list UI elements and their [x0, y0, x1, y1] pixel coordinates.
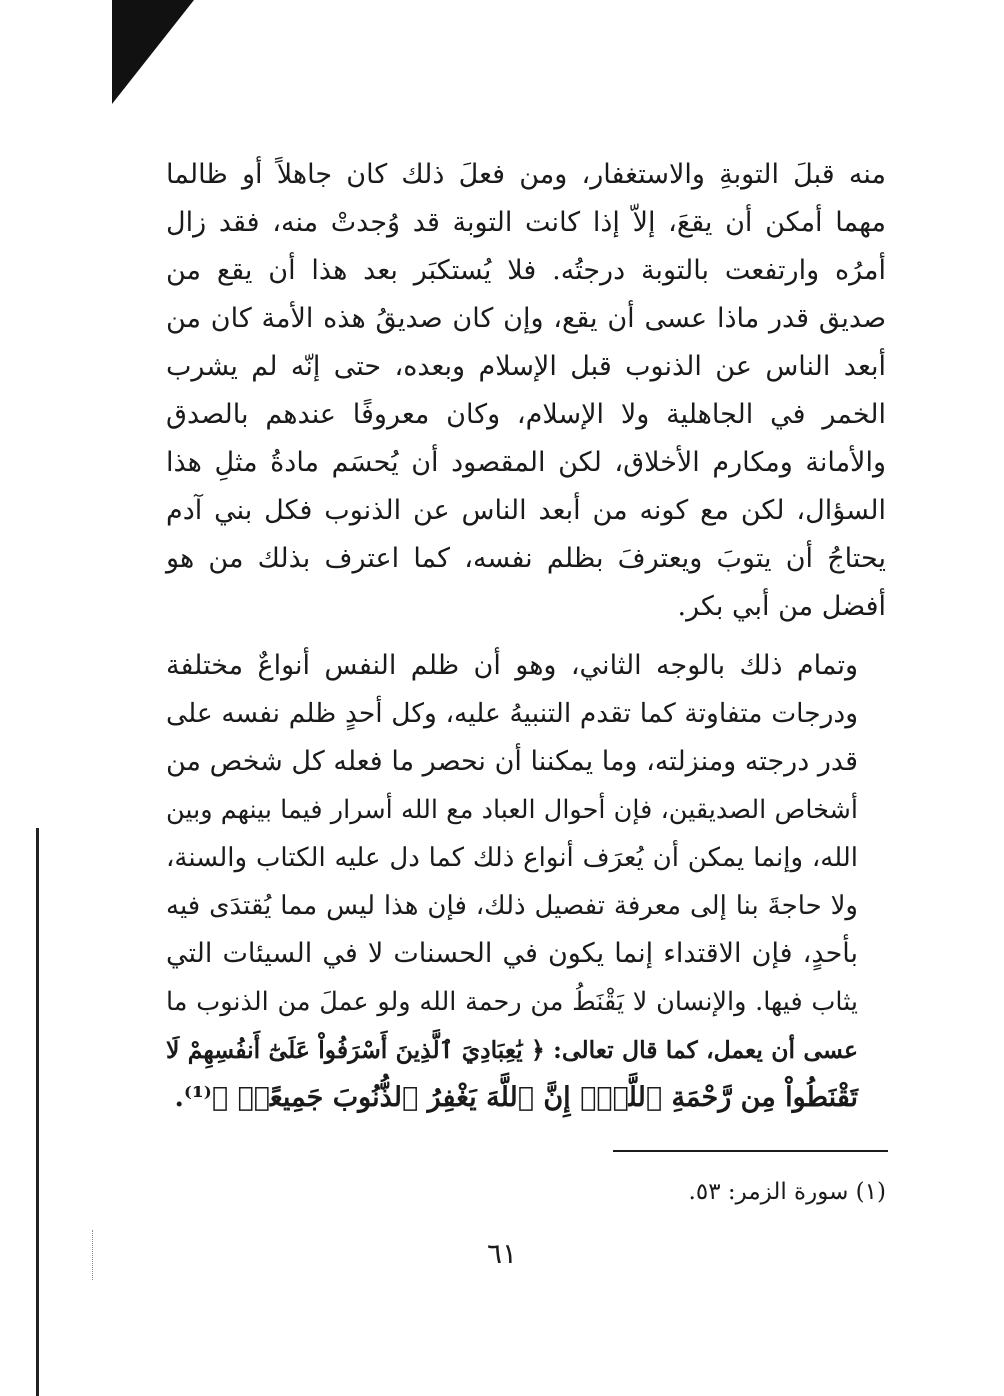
paragraph-2-line: يثاب فيها. والإنسان لا يَقْنَطُ من رحمة الله ولو عملَ من الذنوب ما [166, 987, 858, 1017]
paragraph-2-line: قدر درجته ومنزلته، وما يمكننا أن نحصر ما فعله كل شخص من [166, 746, 858, 777]
paragraph-1-line: السؤال، لكن مع كونه من أبعد الناس عن الذنوب فكل بني آدم [166, 495, 886, 526]
paragraph-1-line: أبعد الناس عن الذنوب قبل الإسلام وبعده، حتى إنّه لم يشرب [166, 351, 886, 382]
paragraph-1-line: يحتاجُ أن يتوبَ ويعترفَ بظلم نفسه، كما اعترف بذلك من هو [166, 543, 886, 574]
paragraph-2-line: الله، وإنما يمكن أن يُعرَف أنواع ذلك كما دل عليه الكتاب والسنة، [166, 843, 858, 873]
paragraph-1-line: منه قبلَ التوبةِ والاستغفار، ومن فعلَ ذلك كان جاهلاً أو ظالما [166, 159, 886, 190]
footnote-separator [613, 1150, 888, 1152]
quran-verse-line: تَقْنَطُواْ مِن رَّحْمَةِ ٱللَّهِۚ إِنَّ ٱللَّهَ يَغْفِرُ ٱلذُّنُوبَ جَمِيعًاۚ ﴾⁽¹⁾. [174, 1082, 858, 1113]
footnote: (١) سورة الزمر: ٥٣. [688, 1179, 886, 1205]
scan-edge-line [36, 828, 39, 1396]
scan-corner-mark [0, 0, 200, 114]
paragraph-2-line: أشخاص الصديقين، فإن أحوال العباد مع الله أسرار فيما بينهم وبين [166, 795, 858, 825]
paragraph-2-line: وتمام ذلك بالوجه الثاني، وهو أن ظلم النفس أنواعٌ مختلفة [166, 650, 858, 681]
quran-verse-line: عسى أن يعمل، كما قال تعالى: ﴿ يَٰعِبَادِيَ ٱلَّذِينَ أَسْرَفُواْ عَلَىٰٓ أَنفُسِهِمْ لَا [166, 1036, 858, 1064]
paragraph-1-line: الخمر في الجاهلية ولا الإسلام، وكان معروفًا عندهم بالصدق [166, 399, 886, 430]
paragraph-2-line: بأحدٍ، فإن الاقتداء إنما يكون في الحسنات لا في السيئات التي [166, 938, 858, 969]
paragraph-1 [166, 151, 886, 631]
page-number: ٦١ [486, 1237, 518, 1270]
paragraph-2-line: ودرجات متفاوتة كما تقدم التنبيهُ عليه، وكل أحدٍ ظلم نفسه على [166, 698, 858, 729]
paragraph-1-line: أفضل من أبي بكر. [677, 591, 886, 622]
paragraph-2-line: ولا حاجةَ بنا إلى معرفة تفصيل ذلك، فإن هذا ليس مما يُقتدَى فيه [166, 891, 858, 921]
paragraph-1-line: والأمانة ومكارم الأخلاق، لكن المقصود أن يُحسَم مادةُ مثلِ هذا [166, 447, 886, 478]
paragraph-1-line: صديق قدر ماذا عسى أن يقع، وإن كان صديقُ هذه الأمة كان من [166, 303, 886, 334]
paragraph-1-line: مهما أمكن أن يقعَ، إلاّ إذا كانت التوبة قد وُجدتْ منه، فقد زال [166, 207, 886, 238]
paragraph-1-line: أمرُه وارتفعت بالتوبة درجتُه. فلا يُستكبَر بعد هذا أن يقع من [166, 255, 886, 286]
paragraph-2 [166, 642, 886, 1122]
